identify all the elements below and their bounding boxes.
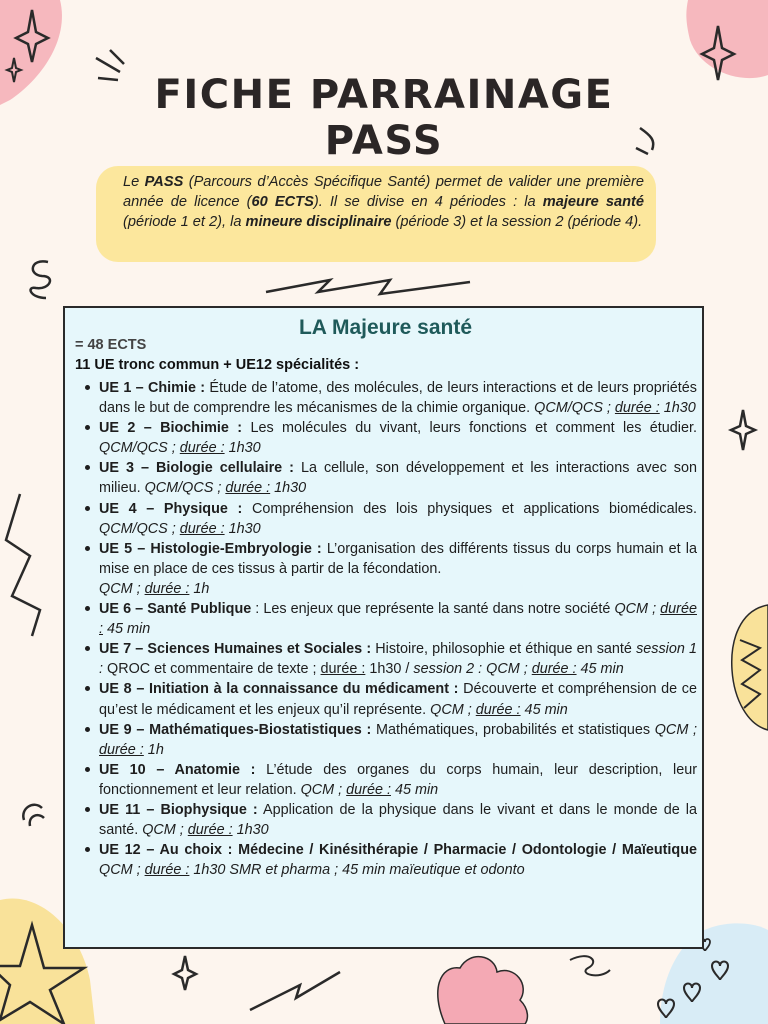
ue-name: UE 5 – Histologie-Embryologie : xyxy=(99,540,322,557)
ue-duration-label: durée : xyxy=(99,741,144,758)
ue-exam: QCM/QCS ; xyxy=(99,520,180,537)
sparkle-icon xyxy=(174,956,196,990)
ue-duration-label: durée : xyxy=(179,520,225,537)
intro-text: ). Il se divise en 4 périodes : la xyxy=(313,194,543,210)
ue-duration: 45 min xyxy=(520,701,568,718)
ue-desc: L’organisation des différents tissus du corps humain et la mise en place de ces tissus à partir de la fécondation. xyxy=(99,540,697,577)
ue-exam: QCM ; xyxy=(614,601,661,618)
title-line-1: FICHE PARRAINAGE xyxy=(154,72,614,118)
pink-blob-top-right xyxy=(686,0,768,78)
ue-duration: 1h30 xyxy=(270,480,307,497)
ue-duration-label: durée : xyxy=(144,862,190,879)
ue-duration-label: durée : xyxy=(99,601,697,638)
ue-duration: 1h30 xyxy=(224,440,261,457)
ue-desc: Histoire, philosophie et éthique en santé xyxy=(371,641,637,658)
zigzag-line-bottom xyxy=(250,972,340,1010)
ue-name: UE 12 – Au choix : Médecine / Kinésithérapie / Pharmacie / Odontologie / Maïeutique xyxy=(99,842,697,859)
ue-duration-label: durée : xyxy=(320,661,366,678)
ue-session-1-detail: QROC et commentaire de texte ; xyxy=(103,661,321,678)
ue-duration-label: durée : xyxy=(531,661,577,678)
ue-duration: 1h30 / xyxy=(365,661,414,678)
squiggle-bottom xyxy=(570,956,610,975)
ue-name: UE 6 – Santé Publique xyxy=(99,601,252,618)
ue-duration-label: durée : xyxy=(144,580,190,597)
ue-duration-label: durée : xyxy=(346,781,391,798)
ue-item xyxy=(99,760,697,800)
page-title xyxy=(0,72,768,164)
ue-intro: 11 UE tronc commun + UE12 spécialités : xyxy=(75,357,360,373)
sparkle-icon xyxy=(731,410,755,450)
intro-text: (Parcours d’Accès Spécifique Santé) permet de valider une première année de licence ( xyxy=(123,174,644,210)
lightning-line-left xyxy=(6,494,40,636)
intro-text: (période 1 et 2), la xyxy=(123,214,246,230)
ue-duration-label: durée : xyxy=(179,440,225,457)
ue-duration-label: durée : xyxy=(614,400,660,417)
intro-majeure: majeure santé xyxy=(542,194,645,210)
ue-exam: QCM/QCS ; xyxy=(99,440,180,457)
ue-exam: QCM/QCS ; xyxy=(144,480,226,497)
card-title: LA Majeure santé xyxy=(298,316,473,339)
squiggle-icon xyxy=(31,261,50,298)
ue-item xyxy=(99,679,697,719)
ue-name: UE 4 – Physique : xyxy=(99,500,243,517)
ects-total: = 48 ECTS xyxy=(75,337,147,353)
intro-ects: 60 ECTS xyxy=(251,194,314,210)
ue-name: UE 9 – Mathématiques-Biostatistiques : xyxy=(99,721,372,738)
ue-item xyxy=(99,378,697,418)
ue-session-1: session 1 : xyxy=(99,641,698,678)
curl-left xyxy=(23,805,44,826)
ue-exam: QCM/QCS ; xyxy=(534,400,615,417)
ue-desc: Les molécules du vivant, leurs fonctions et comment les étudier. xyxy=(242,420,697,437)
ue-desc: : Les enjeux que représente la santé dans notre société xyxy=(251,601,615,618)
ue-session-2: session 2 : QCM ; xyxy=(413,661,532,678)
ue-desc: Application de la physique dans le vivant et dans le monde de la santé. xyxy=(99,801,697,839)
intro-pass: PASS xyxy=(144,174,184,190)
ue-duration: 45 min xyxy=(103,621,151,638)
ue-desc: Mathématiques, probabilités et statistiques xyxy=(371,721,655,738)
ue-exam: QCM ; xyxy=(430,701,476,718)
intro-text: Le xyxy=(123,174,145,190)
ue-item xyxy=(99,458,697,498)
ue-item xyxy=(99,539,697,599)
ue-duration: 1h xyxy=(189,580,210,597)
ue-desc: La cellule, son développement et les interactions avec son milieu. xyxy=(99,460,697,497)
intro-text: (période 3) et la session 2 (période 4). xyxy=(391,214,643,230)
ue-name: UE 11 – Biophysique : xyxy=(99,801,258,818)
sun-icon xyxy=(732,605,768,730)
ue-list xyxy=(99,378,697,880)
ue-duration-label: durée : xyxy=(187,822,233,839)
ue-duration-label: durée : xyxy=(475,701,521,718)
ue-duration: 1h30 xyxy=(224,520,261,537)
ue-name: UE 2 – Biochimie : xyxy=(99,420,243,437)
ue-name: UE 10 – Anatomie : xyxy=(99,761,256,778)
majeure-sante-card xyxy=(63,306,704,949)
intro-mineure: mineure disciplinaire xyxy=(245,214,392,230)
pink-flower-bottom xyxy=(438,957,528,1024)
ue-desc: Compréhension des lois physiques et applications biomédicales. xyxy=(242,500,698,517)
ue-name: UE 3 – Biologie cellulaire : xyxy=(99,460,294,477)
ue-desc: L’étude des organes du corps humain, leur description, leur fonctionnement et leur relation. xyxy=(99,761,697,798)
ue-item xyxy=(99,720,697,760)
ue-duration: 1h30 xyxy=(232,822,269,839)
title-line-2: PASS xyxy=(324,118,444,164)
ue-duration: 45 min xyxy=(390,781,439,798)
ue-exam: QCM ; xyxy=(99,862,145,879)
ue-exam: QCM ; xyxy=(300,781,347,798)
intro-paragraph xyxy=(123,172,644,232)
ue-name: UE 7 – Sciences Humaines et Sociales : xyxy=(99,641,372,658)
ue-item xyxy=(99,499,697,539)
ue-item xyxy=(99,639,697,679)
ue-duration: 45 min xyxy=(576,661,624,678)
ue-name: UE 8 – Initiation à la connaissance du médicament : xyxy=(99,681,459,698)
ue-item xyxy=(99,418,697,458)
ue-desc: Découverte et compréhension de ce qu’est le médicament et les enjeux qu’il représente. xyxy=(99,681,697,718)
ue-desc: Étude de l’atome, des molécules, de leurs interactions et de leurs propriétés dans le but de comprendre les mécanismes de la chimie organique. xyxy=(99,380,698,417)
ue-exam: QCM ; xyxy=(99,580,145,597)
ue-exam: QCM ; xyxy=(142,822,188,839)
ue-duration: 1h30 SMR et pharma ; 45 min maïeutique et odonto xyxy=(189,862,525,879)
ue-name: UE 1 – Chimie : xyxy=(99,380,206,396)
ue-duration: 1h30 xyxy=(659,400,696,417)
ue-exam: QCM ; xyxy=(654,721,698,738)
ue-item xyxy=(99,599,697,639)
ue-item xyxy=(99,840,697,880)
zigzag-line xyxy=(266,280,470,294)
ue-duration-label: durée : xyxy=(225,480,271,497)
ue-item xyxy=(99,800,697,840)
ue-duration: 1h xyxy=(143,741,164,758)
